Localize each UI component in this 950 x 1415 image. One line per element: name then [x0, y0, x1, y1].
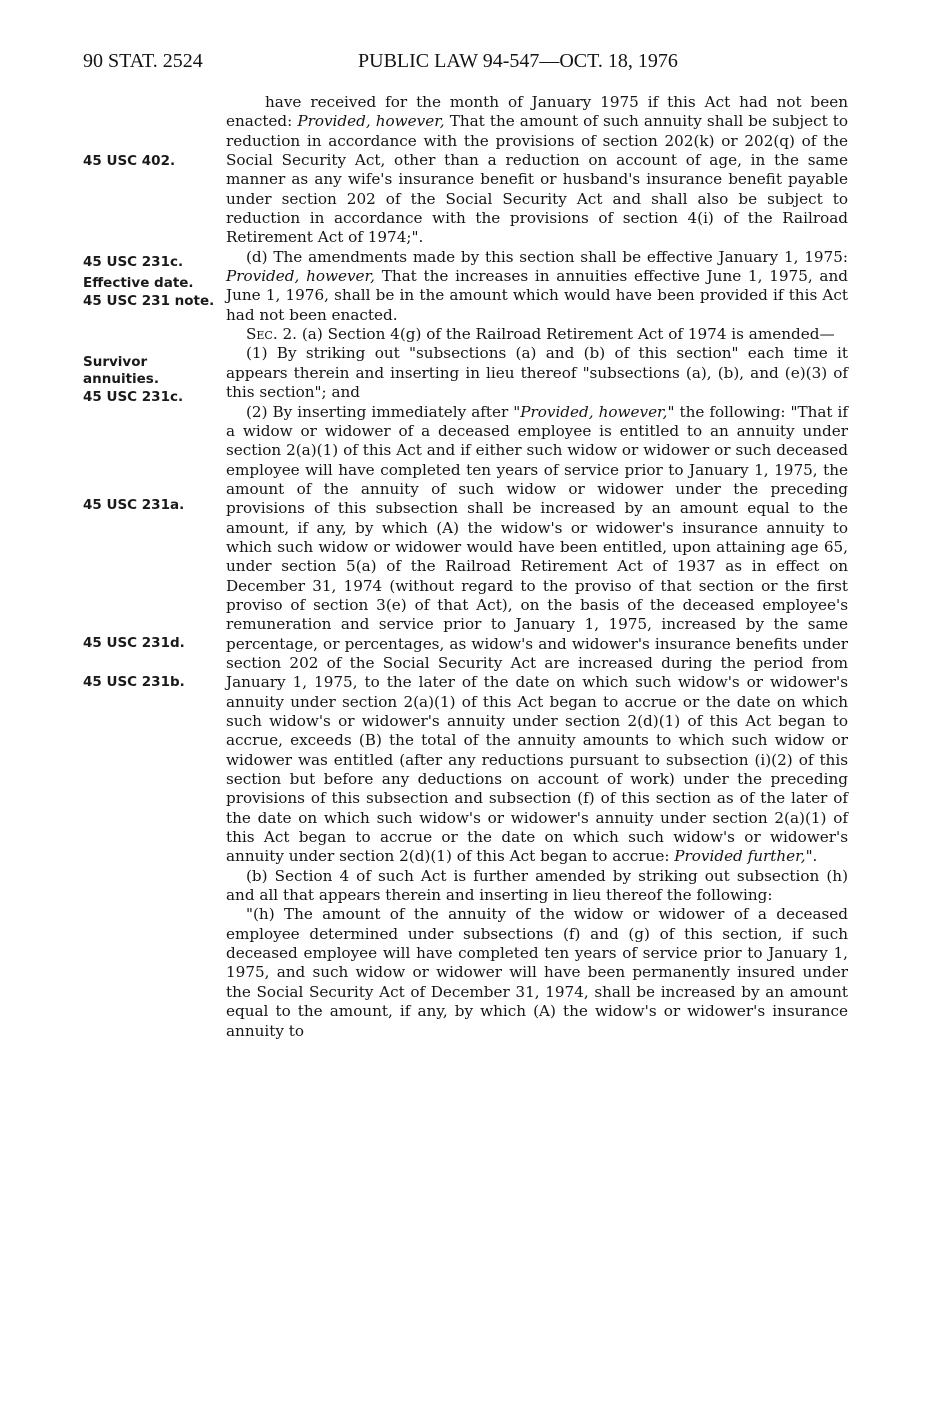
margin-note-usc: 45 USC 231c. [83, 254, 184, 270]
margin-note-annuities: annuities. [83, 371, 159, 387]
proviso-italic: Provided further, [674, 847, 806, 866]
statute-body-text [226, 93, 848, 1041]
proviso-italic: Provided, however, [226, 267, 375, 286]
page-header [83, 50, 863, 80]
section-label: Sec. [246, 325, 278, 344]
margin-note-usc: 45 USC 231 note. [83, 293, 215, 309]
paragraph-b: (b) Section 4 of such Act is further amended by striking out subsection (h) and all that appears therein and inserting in lieu thereof the following: [226, 866, 848, 905]
margin-note-usc: 45 USC 231d. [83, 635, 185, 651]
paragraph-continuation: have received for the month of January 1975 if this Act had not been enacted: Provided, however, That the amount of such annuity shall be subject to reduction in accordance with the provisions of section 202(k) or 202(q) of the Social Security Act, other than a reduction on account of age, in the same manner as any wife's insurance benefit or husband's insurance benefit payable under section 202 of the Social Security Act and shall also be subject to reduction in accordance with the provisions of section 4(i) of the Railroad Retirement Act of 1974;". [226, 93, 849, 247]
paragraph-effective-date: (d) The amendments made by this section shall be effective January 1, 1975: Provided, however, That the increases in annuities effective June 1, 1975, and June 1, 1976, shall be in the amount which would have been provided if this Act had not been enacted. [226, 247, 848, 324]
paragraph-item-1: (1) By striking out "subsections (a) and (b) of this section" each time it appears therein and inserting in lieu thereof "subsections (a), (b), and (e)(3) of this section"; and [226, 344, 848, 402]
proviso-italic: Provided, however, [520, 402, 668, 421]
public-law-title: PUBLIC LAW 94-547—OCT. 18, 1976 [358, 50, 678, 72]
margin-note-effective-date: Effective date. [83, 275, 194, 291]
paragraph-quoted-h: "(h) The amount of the annuity of the widow or widower of a deceased employee determined under subsections (f) and (g) of this section, if such deceased employee will have completed ten years of service prior to January 1, 1975, and such widow or widower will have been permanently insured under the Social Security Act of December 31, 1974, shall be increased by an amount equal to the amount, if any, by which (A) the widow's or widower's insurance annuity to [226, 905, 848, 1040]
margin-note-usc: 45 USC 231c. [83, 389, 184, 405]
margin-note-usc: 45 USC 231a. [83, 497, 185, 513]
margin-note-usc: 45 USC 402. [83, 153, 176, 169]
proviso-italic: Provided, however, [297, 112, 445, 131]
statute-page-reference: 90 STAT. 2524 [83, 50, 203, 72]
margin-note-usc: 45 USC 231b. [83, 674, 185, 690]
margin-note-survivor: Survivor [83, 354, 148, 370]
paragraph-section-2: Sec. 2. (a) Section 4(g) of the Railroad Retirement Act of 1974 is amended— [246, 325, 835, 344]
paragraph-item-2: (2) By inserting immediately after "Provided, however," the following: "That if a widow or widower of a deceased employee is entitled to an annuity under section 2(a)(1) of this Act and if either such widow or widower or such deceased employee will have completed ten years of service prior to January 1, 1975, the amount of the annuity of such widow or widower under the preceding provisions of this subsection shall be increased by an amount equal to the amount, if any, by which (A) the widow's or widower's insurance annuity to which such widow or widower would have been entitled, upon attaining age 65, under section 5(a) of the Railroad Retirement Act of 1937 as in effect on December 31, 1974 (without regard to the proviso of that section or the first proviso of section 3(e) of that Act), on the basis of the deceased employee's remuneration and service prior to January 1, 1975, increased by the same percentage, or percentages, as widow's and widower's insurance benefits under section 202 of the Social Security Act are increased during the period from January 1, 1975, to the later of the date on which such widow's or widower's annuity under section 2(a)(1) of this Act began to accrue or the date on which such widow's or widower's annuity under section 2(d)(1) of this Act began to accrue, exceeds (B) the total of the annuity amounts to which such widow or widower was entitled (after any reductions pursuant to subsection (i)(2) of this section but before any deductions on account of work) under the preceding provisions of this subsection and subsection (f) of this section as of the later of the date on which such widow's or widower's annuity under section 2(a)(1) of this Act began to accrue or the date on which such widow's or widower's annuity under section 2(d)(1) of this Act began to accrue: Provided further,". [226, 402, 848, 866]
